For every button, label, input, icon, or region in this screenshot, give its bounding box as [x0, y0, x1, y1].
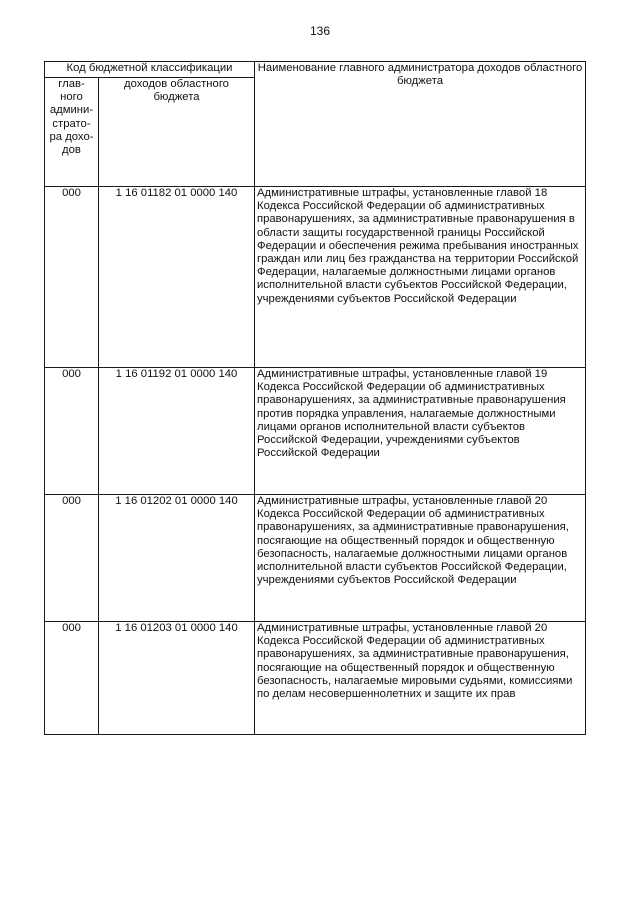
cell-income-name: Административные штрафы, установленные главой 20 Кодекса Российской Федерации об административных правонарушениях, за административные правонарушения, посягающие на общественный порядок и общественную безопасность, налагаемые мировыми судьями, комиссиями по делам несовершеннолетних и защите их прав — [255, 622, 586, 735]
table-header-row-group — [45, 62, 586, 78]
cell-income-name: Административные штрафы, установленные главой 18 Кодекса Российской Федерации об административных правонарушениях, за административные правонарушения в области защиты государственной границы Российской Федерации и обеспечения режима пребывания иностранных граждан или лиц без гражданства на территории Российской Федерации, налагаемые должностными лицами органов исполнительной власти субъектов Российской Федерации, учреждениями субъектов Российской Федерации — [255, 187, 586, 368]
header-administrator-name: Наименование главного администратора доходов областного бюджета — [255, 62, 586, 187]
cell-income-code: 1 16 01202 01 0000 140 — [99, 495, 255, 622]
cell-admin-code: 000 — [45, 622, 99, 735]
header-main-administrator — [45, 78, 99, 187]
cell-admin-code: 000 — [45, 495, 99, 622]
header-main-administrator-label: глав- ного админи- страто- ра дохо- дов — [49, 78, 94, 157]
cell-income-name: Административные штрафы, установленные главой 19 Кодекса Российской Федерации об административных правонарушениях, за административные правонарушения против порядка управления, налагаемые должностными лицами органов исполнительной власти субъектов Российской Федерации, учреждениями субъектов Российской Федерации — [255, 368, 586, 495]
table-row — [45, 622, 586, 735]
header-regional-budget-income: доходов областного бюджета — [99, 78, 255, 187]
cell-admin-code: 000 — [45, 368, 99, 495]
header-budget-classification-code: Код бюджетной классификации — [45, 62, 255, 78]
table-row — [45, 187, 586, 368]
cell-income-name: Административные штрафы, установленные главой 20 Кодекса Российской Федерации об административных правонарушениях, за административные правонарушения, посягающие на общественный порядок и общественную безопасность, налагаемые должностными лицами органов исполнительной власти субъектов Российской Федерации, учреждениями субъектов Российской Федерации — [255, 495, 586, 622]
cell-admin-code: 000 — [45, 187, 99, 368]
cell-income-code: 1 16 01192 01 0000 140 — [99, 368, 255, 495]
page-number: 136 — [309, 24, 331, 38]
cell-income-code: 1 16 01182 01 0000 140 — [99, 187, 255, 368]
budget-classification-table — [44, 61, 586, 735]
cell-income-code: 1 16 01203 01 0000 140 — [99, 622, 255, 735]
table-row — [45, 368, 586, 495]
table-row — [45, 495, 586, 622]
